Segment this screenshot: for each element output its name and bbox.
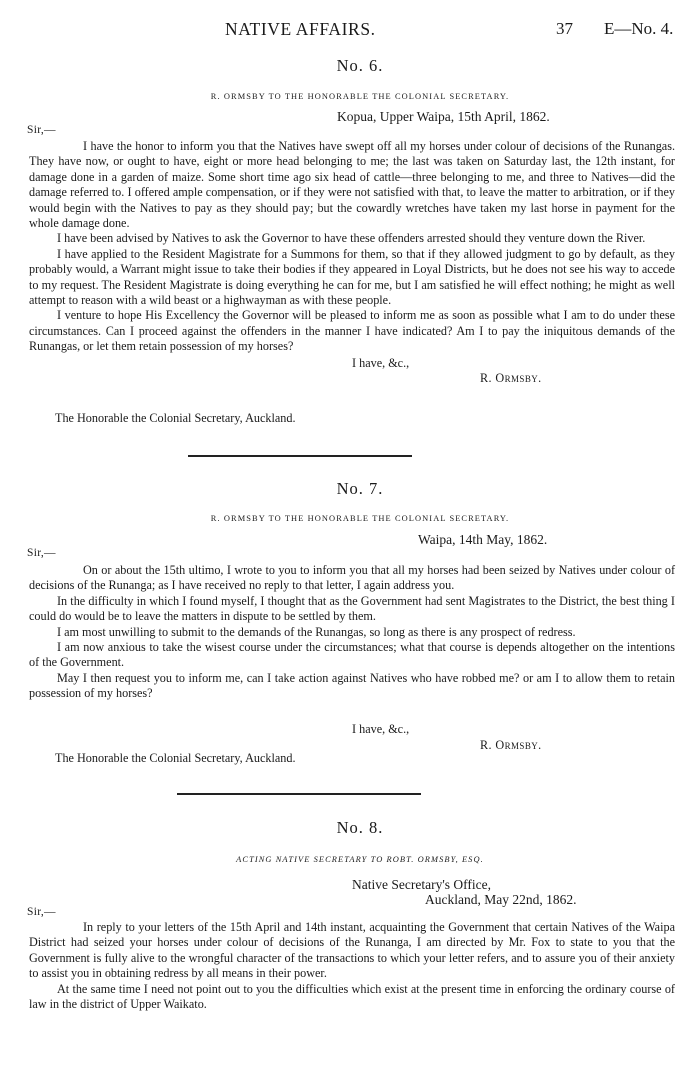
letter-8-salutation: Sir,—	[27, 906, 56, 918]
letter-6-heading: R. ORMSBY TO THE HONORABLE THE COLONIAL SECRETARY.	[210, 92, 510, 101]
letter-7-salutation: Sir,—	[27, 547, 56, 559]
paragraph: In the difficulty in which I found myself, I thought that as the Government had sent Magistrates to the District, the best thing I could do would be to leave the matters in dispute to be settled by them.	[29, 593, 675, 624]
section-divider	[177, 793, 421, 795]
letter-7-number: No. 7.	[336, 479, 384, 498]
letter-8-place-line1: Native Secretary's Office,	[352, 877, 491, 892]
running-head	[0, 19, 700, 41]
letter-7-heading: R. ORMSBY TO THE HONORABLE THE COLONIAL SECRETARY.	[210, 514, 510, 523]
paper-code: E—No. 4.	[604, 19, 674, 38]
letter-6-place-date: Kopua, Upper Waipa, 15th April, 1862.	[337, 109, 550, 124]
letter-7-place-date: Waipa, 14th May, 1862.	[418, 532, 548, 547]
letter-6-number: No. 6.	[336, 56, 384, 75]
paragraph: I am most unwilling to submit to the demands of the Runangas, so long as there is any prospect of redress.	[57, 624, 576, 639]
paragraph: At the same time I need not point out to you the difficulties which exist at the present time in enforcing the ordinary course of law in the district of Upper Waikato.	[29, 981, 675, 1012]
paragraph: May I then request you to inform me, can I take action against Natives who have robbed me? or am I to allow them to retain possession of my horses?	[29, 670, 675, 701]
paragraph: I am now anxious to take the wisest course under the circumstances; what that course is depends altogether on the intentions of the Government.	[29, 640, 675, 670]
paragraph: I venture to hope His Excellency the Governor will be pleased to inform me as soon as possible what I am to do under these circumstances. Can I proceed against the offenders in the manner I have indicated? Am I to pay the iniquitous demands of the Runangas, or let them retain possession of my horses?	[29, 308, 675, 354]
letter-6-signature: R. Ormsby.	[480, 371, 542, 385]
letter-7-addressee: The Honorable the Colonial Secretary, Auckland.	[55, 751, 296, 765]
letter-7-body	[29, 563, 675, 702]
section-divider	[188, 455, 412, 457]
page-number: 37	[556, 19, 573, 38]
letter-8-body	[29, 920, 675, 1012]
letter-8-number: No. 8.	[336, 818, 384, 837]
running-head-title: NATIVE AFFAIRS.	[225, 19, 376, 39]
paragraph: I have the honor to inform you that the Natives have swept off all my horses under colour of decisions of the Runangas. They have now, or ought to have, eight or more head belonging to me; the last was taken on Saturday last, the 12th instant, for damage done in a garden of maize. Some short time ago six head of cattle—three belonging to me, and three to Natives—did the damage referred to. I offered ample compensation, or if they were not satisfied with that, to leave the matter to arbitration, or if they would begin with the Natives to pay as they should pay; but the cowardly wretches have taken my last horse in payment for the whole damage done.	[29, 139, 675, 231]
paragraph: In reply to your letters of the 15th April and 14th instant, acquainting the Government that certain Natives of the Waipa District had seized your horses under colour of decisions of the Runanga, I am directed by Mr. Fox to state to you that the Government is fully alive to the wrongful character of the transactions to which your letter refers, and to assure you of their anxiety to assist you in obtaining redress by all means in their power.	[29, 920, 675, 981]
paragraph: I have been advised by Natives to ask the Governor to have these offenders arrested should they venture down the River.	[57, 231, 646, 246]
paragraph: I have applied to the Resident Magistrate for a Summons for them, so that if they allowed judgment to go by default, as they probably would, a Warrant might issue to take their bodies if they appeared in Loyal Districts, but he does not see his way to accede to my request. The Resident Magistrate is doing everything he can for me, but I am satisfied he will effect nothing; he might as well attempt to reason with a wild beast or a highwayman as with these people.	[29, 246, 675, 308]
letter-8-place-line2: Auckland, May 22nd, 1862.	[425, 892, 577, 907]
letter-6-salutation: Sir,—	[27, 124, 56, 136]
letter-7-signature: R. Ormsby.	[480, 738, 542, 752]
letter-6-closing: I have, &c.,	[352, 356, 410, 370]
letter-8-heading: ACTING NATIVE SECRETARY TO ROBT. ORMSBY, ESQ.	[236, 855, 484, 864]
letter-6-addressee: The Honorable the Colonial Secretary, Auckland.	[55, 411, 296, 425]
letter-7-closing: I have, &c.,	[352, 722, 410, 736]
letter-6-body	[29, 139, 675, 355]
paragraph: On or about the 15th ultimo, I wrote to you to inform you that all my horses had been seized by Natives under colour of decisions of the Runanga; as I have received no reply to that letter, I again address you.	[29, 563, 675, 593]
